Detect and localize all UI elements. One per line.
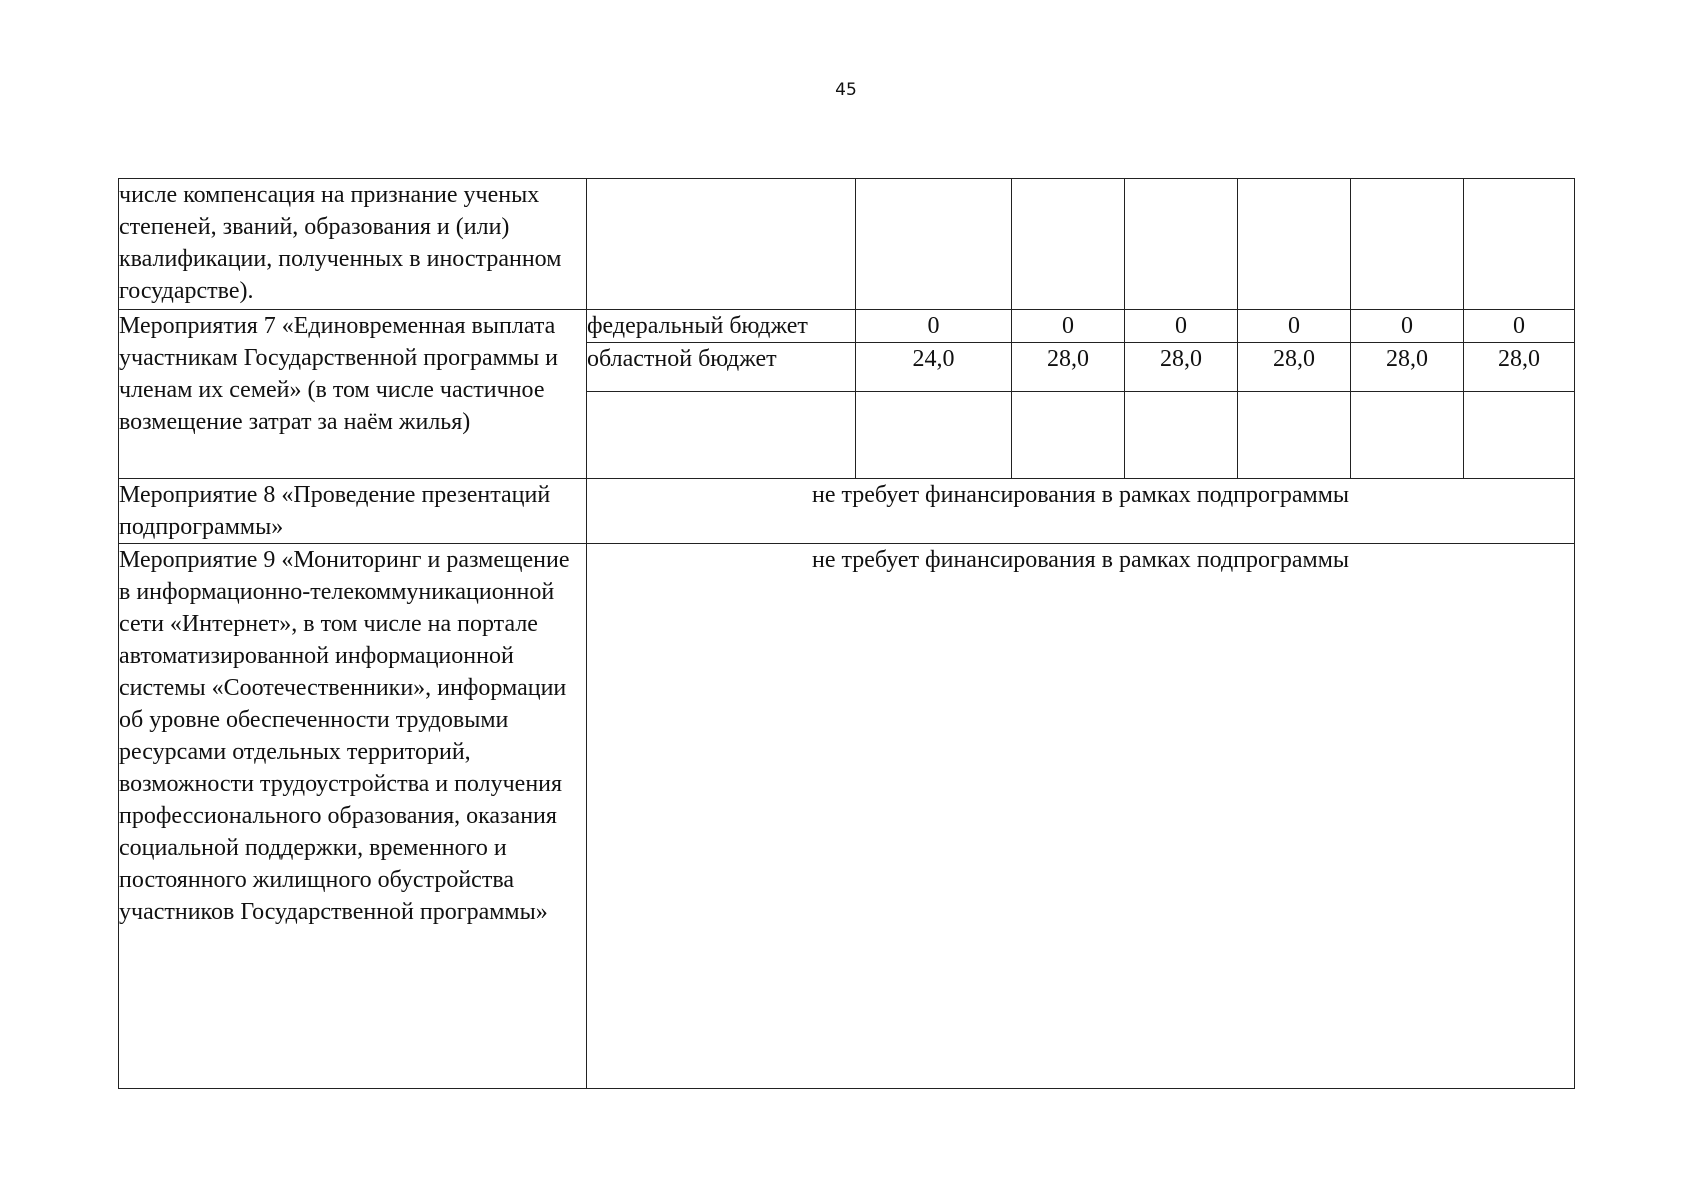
page-number: 45 [835, 80, 857, 100]
event-description: числе компенсация на признание ученых степеней, званий, образования и (или) квалификации, полученных в иностранном государстве). [119, 179, 587, 310]
funding-note: не требует финансирования в рамках подпрограммы [587, 479, 1575, 544]
empty-cell [1351, 392, 1464, 479]
event-description: Мероприятия 7 «Единовременная выплата участникам Государственной программы и членам их семей» (в том числе частичное возмещение затрат за наём жилья) [119, 310, 587, 479]
table-row-event8 [119, 479, 1575, 544]
empty-cell [1125, 179, 1238, 310]
value-cell: 0 [1238, 310, 1351, 343]
empty-cell [1238, 179, 1351, 310]
empty-cell [856, 392, 1012, 479]
value-cell: 28,0 [1238, 343, 1351, 392]
funding-source-label: федеральный бюджет [587, 310, 856, 343]
value-cell: 0 [856, 310, 1012, 343]
empty-cell [587, 179, 856, 310]
value-cell: 0 [1125, 310, 1238, 343]
empty-cell [1125, 392, 1238, 479]
empty-cell [587, 392, 856, 479]
table-row-event9 [119, 544, 1575, 1089]
value-cell: 28,0 [1464, 343, 1575, 392]
funding-note: не требует финансирования в рамках подпрограммы [587, 544, 1575, 1089]
empty-cell [1351, 179, 1464, 310]
empty-cell [1464, 392, 1575, 479]
empty-cell [1012, 392, 1125, 479]
value-cell: 0 [1464, 310, 1575, 343]
event-description: Мероприятие 8 «Проведение презентаций подпрограммы» [119, 479, 587, 544]
funding-source-label: областной бюджет [587, 343, 856, 392]
financing-table [118, 178, 1575, 1089]
value-cell: 0 [1012, 310, 1125, 343]
value-cell: 0 [1351, 310, 1464, 343]
empty-cell [1012, 179, 1125, 310]
table-row-continued [119, 179, 1575, 310]
empty-cell [1238, 392, 1351, 479]
value-cell: 28,0 [1012, 343, 1125, 392]
empty-cell [1464, 179, 1575, 310]
table-row-event7-federal [119, 310, 1575, 343]
value-cell: 28,0 [1351, 343, 1464, 392]
event-description: Мероприятие 9 «Мониторинг и размещение в информационно-телекоммуникационной сети «Интернет», в том числе на портале автоматизированной информационной системы «Соотечественники», информации об уровне обеспеченности трудовыми ресурсами отдельных территорий, возможности трудоустройства и получения профессионального образования, оказания социальной поддержки, временного и постоянного жилищного обустройства участников Государственной программы» [119, 544, 587, 1089]
value-cell: 28,0 [1125, 343, 1238, 392]
empty-cell [856, 179, 1012, 310]
value-cell: 24,0 [856, 343, 1012, 392]
